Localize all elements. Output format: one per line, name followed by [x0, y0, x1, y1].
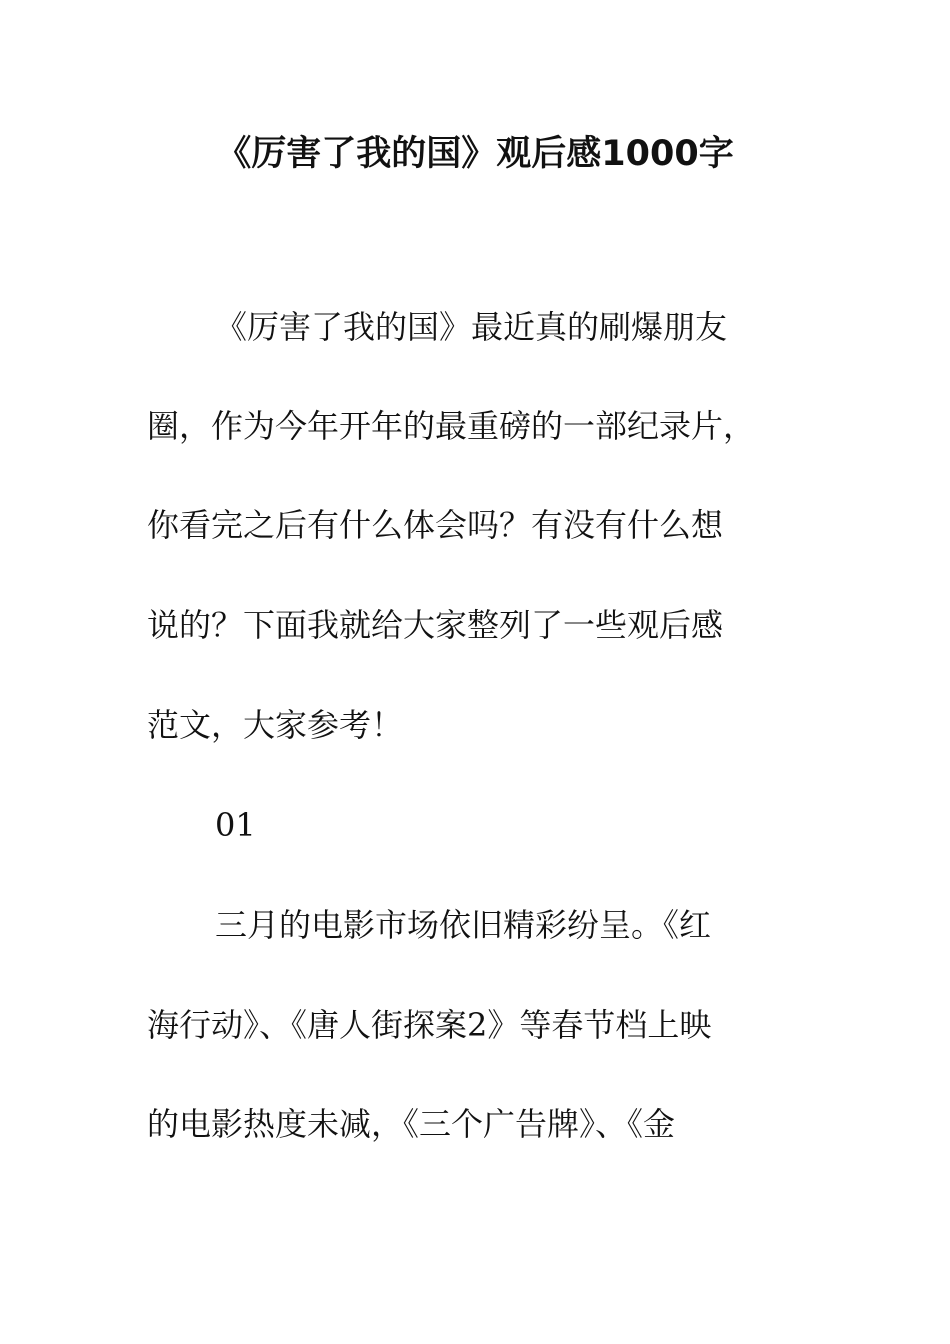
- paragraph-line: 《厉害了我的国》最近真的刷爆朋友: [215, 308, 728, 346]
- document-title: 《厉害了我的国》观后感1000字: [216, 134, 734, 174]
- paragraph-line: 海行动》、《唐人街探案2》等春节档上映: [147, 1006, 712, 1044]
- paragraph-line: 范文，大家参考！: [147, 706, 404, 744]
- section-number: 01: [215, 806, 256, 844]
- paragraph-line: 圈，作为今年开年的最重磅的一部纪录片，: [147, 407, 756, 445]
- paragraph-line: 的电影热度未减，《三个广告牌》、《金: [147, 1105, 676, 1143]
- paragraph-line: 说的？下面我就给大家整列了一些观后感: [147, 606, 724, 644]
- paragraph-line: 你看完之后有什么体会吗？有没有什么想: [147, 506, 724, 544]
- paragraph-line: 三月的电影市场依旧精彩纷呈。《红: [215, 906, 712, 944]
